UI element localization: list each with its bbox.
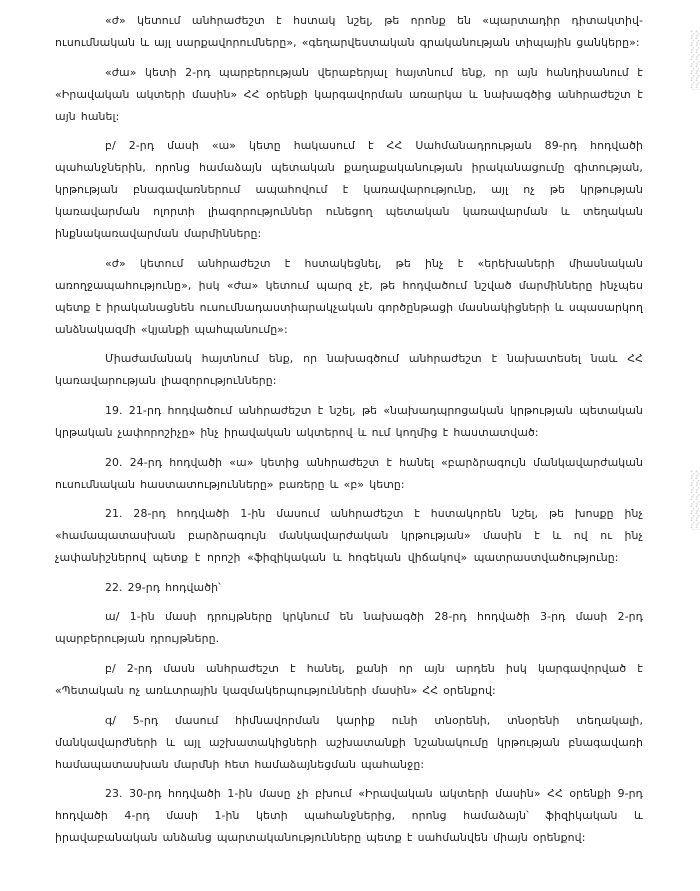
paragraph: «ժ» կետում անհրաժեշտ է հստակ նշել, թե որոնք են «պարտադիր դիտակտիվ-ուսումնական և այլ սարքավորումները», «գեղարվեստական գրականության տիպային ցանկերը»:: [55, 14, 643, 49]
paragraph: «ժ» կետում անհրաժեշտ է հստակեցնել, թե ինչ է «երեխաների միասնական առողջապահությունը», իսկ «ժա» կետում պարզ չէ, թե հոդվածում նշված մարմինները ինչպես պետք է իրականացնեն ուսումնադաստիարակչական գործընթացի մասնակիցների և սպասարկող անձնակազմի «կյանքի պահպանումը»:: [55, 256, 643, 336]
paragraph: «ժա» կետի 2-րդ պարբերության վերաբերյալ հայտնում ենք, որ այն հանդիսանում է «Իրավական ակտերի մասին» ՀՀ օրենքի կարգավորման առարկա և նախագծից անհրաժեշտ է այն հանել:: [55, 65, 643, 123]
paragraph: 19. 21-րդ հոդվածում անհրաժեշտ է նշել, թե «նախադպրոցական կրթության պետական կրթական չափորոշիչը» ինչ իրավական ակտերով և ում կողմից է հաստատված:: [55, 403, 643, 439]
paragraph: 23. 30-րդ հոդվածի 1-ին մասը չի բխում «Իրավական ակտերի մասին» ՀՀ օրենքի 9-րդ հոդվածի 4-րդ մասի 1-ին կետի պահանջներից, որոնց համաձայն՝ ֆիզիկական և իրավաբանական անձանց պարտականությունները պետք է սահմանվեն միայն օրենքով:: [55, 787, 643, 845]
paragraph: գ/ 5-րդ մասում հիմնավորման կարիք ունի տնօրենի, տնօրենի տեղակալի, մանկավարժների և այլ աշխատակիցների աշխատանքի նշանակումը կրթության բնագավառի համապատասխան մարմնի հետ համաձայնեցման պահանջը:: [55, 713, 643, 771]
paragraph: 20. 24-րդ հոդվածի «ա» կետից անհրաժեշտ է հանել «բարձրագույն մանկավարժական ուսումնական հաստատությունները» բառերը և «բ» կետը:: [55, 455, 643, 491]
scan-edge-specks: [690, 30, 700, 90]
paragraph: բ/ 2-րդ մասի «ա» կետը հակասում է ՀՀ Սահմանադրության 89-րդ հոդվածի պահանջներին, որոնց համաձայն պետական քաղաքականության իրականացումը գիտության, կրթության բնագավառներում ապահովում է կառավարությունը, այլ ոչ թե կրթության կառավարման ոլորտի լիազորություններ ունեցող պետական կառավարման և տեղական ինքնակառավարման մարմինները:: [55, 139, 643, 241]
paragraph: բ/ 2-րդ մասն անհրաժեշտ է հանել, քանի որ այն արդեն իսկ կարգավորված է «Պետական ոչ առևտրային կազմակերպությունների մասին» ՀՀ օրենքով:: [55, 661, 643, 697]
scan-edge-specks: [690, 470, 700, 530]
paragraph: 21. 28-րդ հոդվածի 1-ին մասում անհրաժեշտ է հստակորեն նշել, թե խոսքը ինչ «համապատասխան բարձրագույն մանկավարժական կրթության» մասին է և ով ու ինչ չափանիշներով պետք է որոշի «ֆիզիկական և հոգեկան վիճակով» պատրաստվածությունը:: [55, 507, 643, 565]
paragraph: 22. 29-րդ հոդվածի՝: [105, 580, 221, 594]
paragraph: ա/ 1-ին մասի դրույթները կրկնում են նախագծի 28-րդ հոդվածի 3-րդ մասի 2-րդ պարբերության դրույթները.: [55, 610, 643, 646]
paragraph: Միաժամանակ հայտնում ենք, որ նախագծում անհրաժեշտ է նախատեսել նաև ՀՀ կառավարության լիազորությունները:: [55, 352, 643, 388]
document-body: [55, 10, 643, 857]
